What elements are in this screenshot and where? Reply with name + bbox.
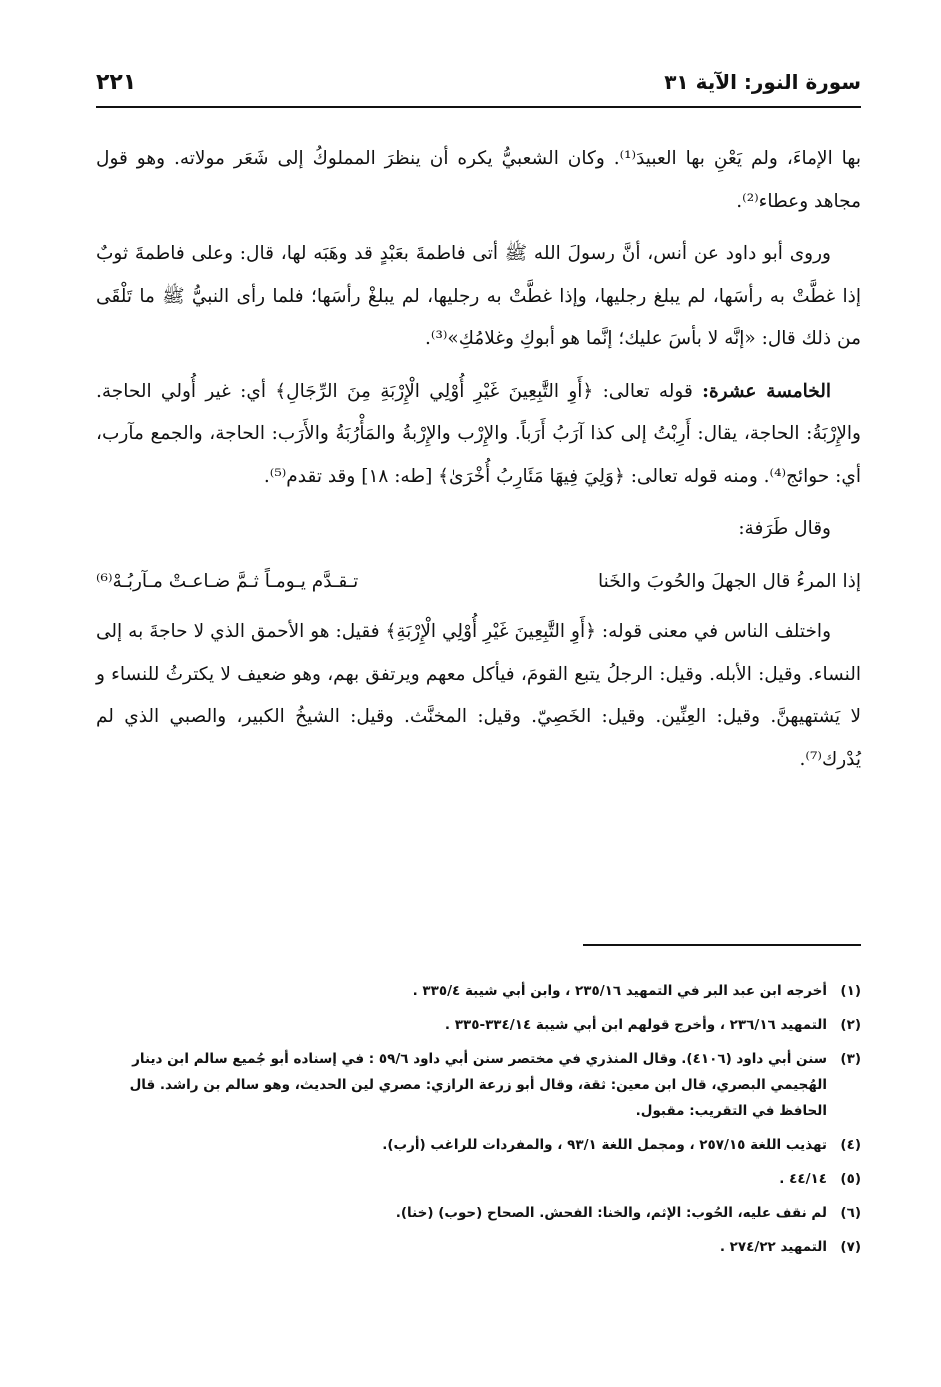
footnote	[96, 1046, 861, 1124]
footnote-number: (٣)	[840, 1051, 861, 1067]
footnote-text: التمهيد ٢٣٦/١٦ ، وأخرج قولهم ابن أبي شيبة ٣٣٤/١٤-٣٣٥ .	[444, 1017, 827, 1033]
paragraph-1: بها الإماءَ، ولم يَعْنِ بها العبيدَ⁽¹⁾. وكان الشعبيُّ يكره أن ينظرَ المملوكُ إلى شَعَر مولاته. وهو قول مجاهد وعطاء⁽²⁾.	[96, 148, 861, 212]
footnote	[96, 1200, 861, 1226]
section-heading: الخامسة عشرة:	[702, 380, 831, 402]
footnote-text: أخرجه ابن عبد البر في التمهيد ٢٣٥/١٦ ، وابن أبي شيبة ٣٣٥/٤ .	[412, 983, 827, 999]
paragraph-3-text: قوله تعالى: ﴿أَوِ التَّٰبِعِينَ غَيْرِ أُوْلِي الْإِرْبَةِ مِنَ الرِّجَالِ﴾ أي: غير أُولي الحاجة. والإِرْبَةُ: الحاجة، يقال: أَرِبْتُ إلى كذا آرَبُ أَرَباً. والإِرْب والإِرْبةُ والمَأْرُبَةُ والأَرَب: الحاجة، والجمع مآرب، أي: حوائج⁽⁴⁾. ومنه قوله تعالى: ﴿وَلِيَ فِيهَا مَئَارِبُ أُخْرَىٰ﴾ [طه: ١٨] وقد تقدم⁽⁵⁾.	[96, 380, 861, 487]
footnote-text: لم نقف عليه، الحُوب: الإثم، والخنا: الفحش. الصحاح (حوب) (خنا).	[395, 1205, 827, 1221]
footnote	[96, 978, 861, 1004]
paragraph-5: واختلف الناس في معنى قوله: ﴿أَوِ التَّٰبِعِينَ غَيْرِ أُوْلِي الْإِرْبَةِ﴾ فقيل: هو الأحمق الذي لا حاجةَ به إلى النساء. وقيل: الأبله. وقيل: الرجلُ يتبع القومَ، فيأكل معهم ويرتفق بهم، وهو ضعيف لا يكترثُ للنساء و لا يَشتهيهنَّ. وقيل: العِنِّين. وقيل: الخَصِيّ. وقيل: المخنَّث. وقيل: الشيخُ الكبير، والصبي الذي لم يُدْرك⁽⁷⁾.	[96, 621, 861, 770]
footnote-text: سنن أبي داود (٤١٠٦). وقال المنذري في مختصر سنن أبي داود ٥٩/٦ : في إسناده أبو جُميع سالم ابن دينار الهُجيمي البصري، قال ابن معين: ثقة، وقال أبو زرعة الرازي: مصري لين الحديث، وهو سالم بن راشد. قال الحافظ في التقريب: مقبول.	[129, 1051, 827, 1119]
footnote	[96, 1132, 861, 1158]
paragraph-2: وروى أبو داود عن أنس، أنَّ رسولَ الله ﷺ أتى فاطمةَ بعَبْدٍ قد وهَبَه لها، قال: وعلى فاطمةَ ثوبٌ إذا غطَّتْ به رأسَها، لم يبلغ رجليها، وإذا غطَّتْ به رجليها، لم يبلغْ رأسَها؛ فلما رأى النبيُّ ﷺ ما تَلْقَى من ذلك قال: «إنَّه لا بأسَ عليك؛ إنَّما هو أبوكِ وغلامُكِ»⁽³⁾.	[96, 243, 861, 349]
paragraph-3	[96, 371, 861, 499]
footnote-number: (٢)	[840, 1017, 861, 1033]
footnote	[96, 1234, 861, 1260]
footnote-text: تهذيب اللغة ٢٥٧/١٥ ، ومجمل اللغة ٩٣/١ ، والمفردات للراغب (أرب).	[382, 1137, 827, 1153]
main-text	[96, 138, 861, 791]
footnote-number: (٤)	[840, 1137, 861, 1153]
verse-second-hemistich: تـقـدَّم يـومـاً ثـمَّ ضـاعـتْ مـآربُـهْ⁽⁶⁾	[96, 570, 359, 592]
footnote-number: (١)	[840, 983, 861, 999]
paragraph-4: وقال طَرَفة:	[738, 518, 831, 539]
verse-first-hemistich: إذا المرءُ قال الجهلَ والحُوبَ والخَنا	[598, 570, 861, 592]
page-number: ٢٢١	[96, 70, 137, 95]
running-title: سورة النور: الآية ٣١	[664, 70, 861, 94]
footnote-text: التمهيد ٢٧٤/٢٢ .	[719, 1239, 827, 1255]
footnote-number: (٦)	[840, 1205, 861, 1221]
page-header	[96, 66, 861, 108]
footnote-number: (٧)	[840, 1239, 861, 1255]
footnote-separator	[583, 944, 861, 946]
footnote	[96, 1166, 861, 1192]
footnote	[96, 1012, 861, 1038]
footnote-text: ٤٤/١٤ .	[779, 1171, 827, 1187]
footnote-number: (٥)	[840, 1171, 861, 1187]
verse	[96, 561, 861, 604]
footnotes	[96, 978, 861, 1268]
